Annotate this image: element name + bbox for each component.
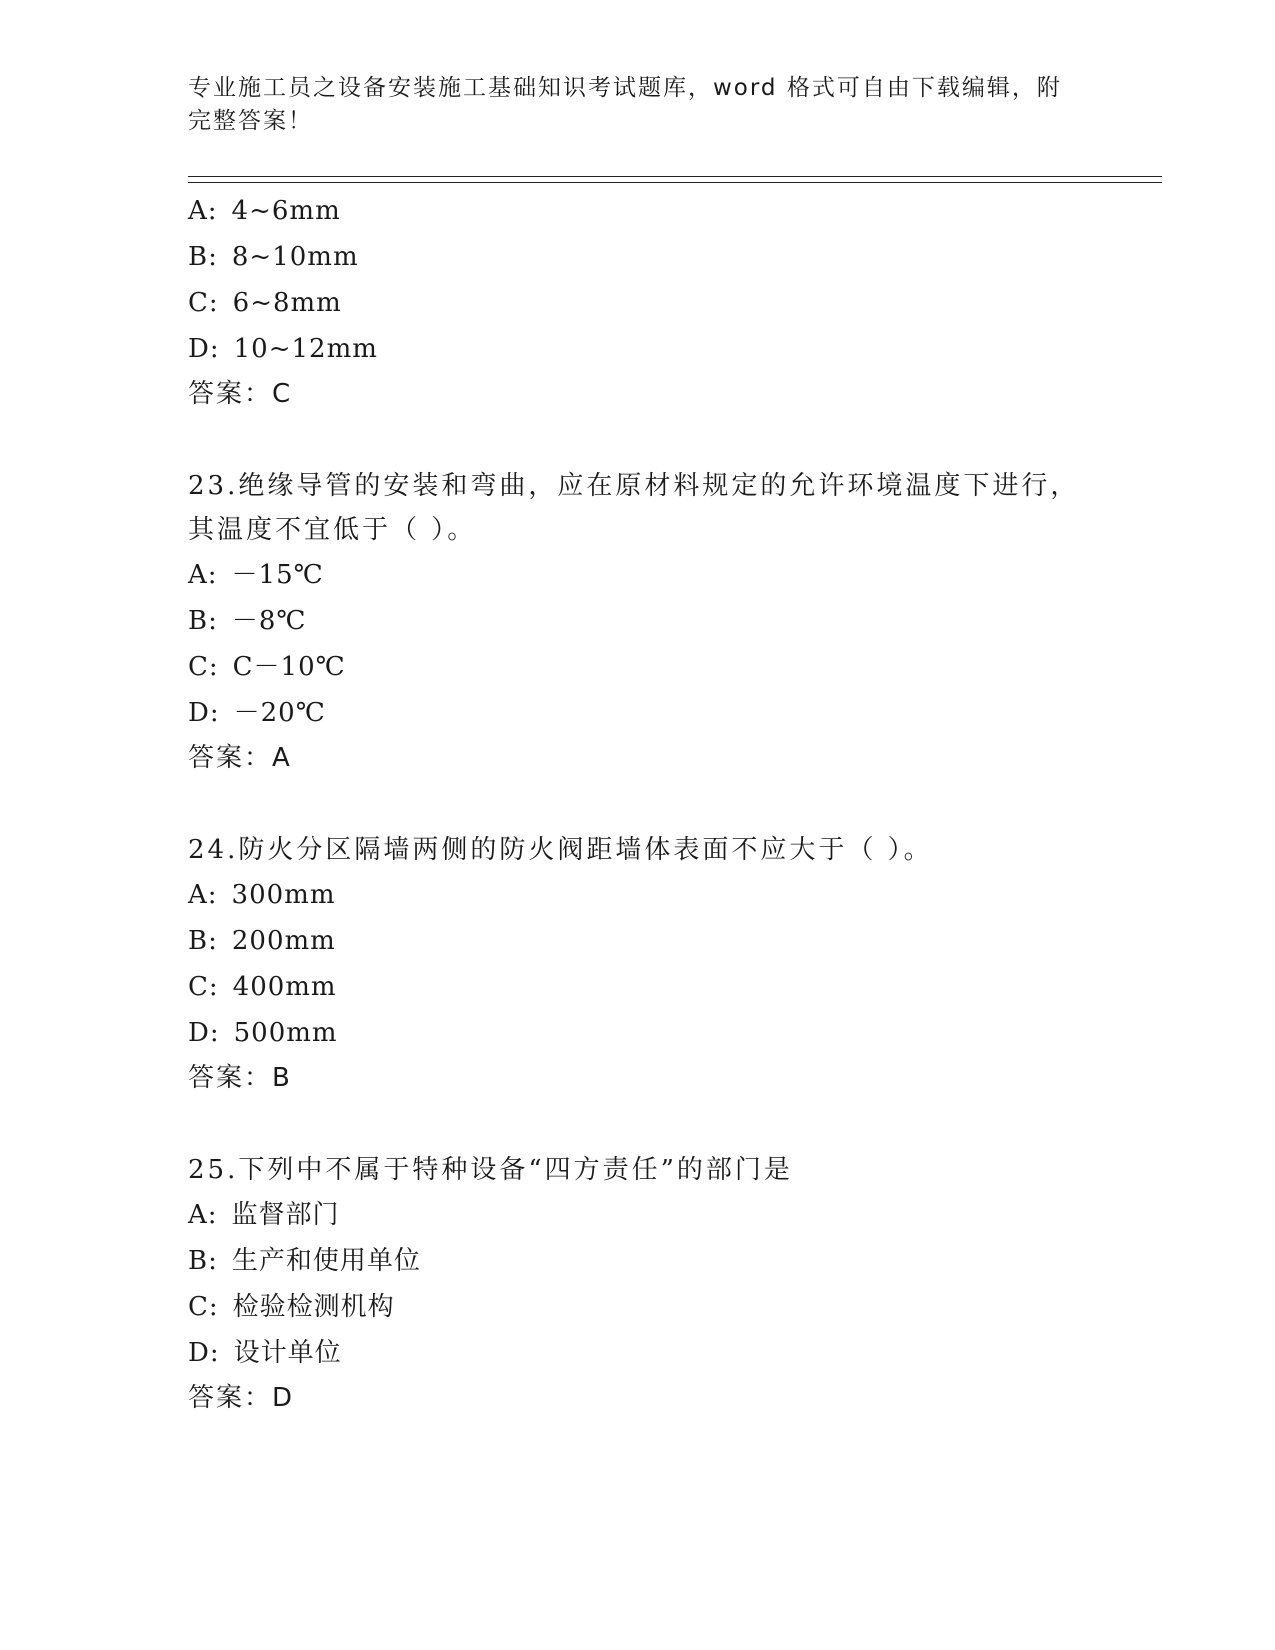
option-text: 500mm <box>233 1018 338 1048</box>
answer-line: 答案：B <box>188 1063 292 1093</box>
option-d <box>188 690 1088 736</box>
option-c <box>188 1284 1088 1330</box>
option-a <box>188 552 1088 598</box>
question-stem: 23.绝缘导管的安装和弯曲，应在原材料规定的允许环境温度下进行，其温度不宜低于（ ）。 <box>188 471 1080 545</box>
option-key: D: <box>188 1018 220 1048</box>
option-text: 4~6mm <box>231 196 341 226</box>
option-text: 设计单位 <box>233 1338 342 1368</box>
option-c <box>188 964 1088 1010</box>
option-key: A: <box>188 196 218 226</box>
document-header: 专业施工员之设备安装施工基础知识考试题库，word 格式可自由下载编辑，附完整答案！ <box>188 75 1062 134</box>
question-25 <box>188 1148 1088 1420</box>
option-c <box>188 644 1088 690</box>
answer-line: 答案：D <box>188 1383 295 1413</box>
option-key: C: <box>188 652 219 682</box>
option-d <box>188 326 1088 372</box>
option-text: 生产和使用单位 <box>231 1246 421 1276</box>
option-text: 200mm <box>231 926 336 956</box>
option-text: 6~8mm <box>232 288 342 318</box>
option-text: －20℃ <box>233 698 326 728</box>
answer-line: 答案：A <box>188 743 292 773</box>
answer-line: 答案：C <box>188 379 293 409</box>
option-b <box>188 598 1088 644</box>
option-a <box>188 188 1088 234</box>
option-b <box>188 234 1088 280</box>
option-text: －15℃ <box>231 560 324 590</box>
question-stem: 25.下列中不属于特种设备“四方责任”的部门是 <box>188 1155 793 1185</box>
option-text: 监督部门 <box>231 1200 340 1230</box>
option-text: 检验检测机构 <box>232 1292 395 1322</box>
option-key: A: <box>188 560 218 590</box>
option-key: B: <box>188 1246 218 1276</box>
option-text: －8℃ <box>231 606 307 636</box>
option-key: C: <box>188 1292 219 1322</box>
option-text: 8~10mm <box>231 242 359 272</box>
option-text: C－10℃ <box>232 652 346 682</box>
header-divider-bottom <box>188 182 1162 183</box>
question-list <box>188 188 1088 1468</box>
option-key: C: <box>188 288 219 318</box>
option-key: C: <box>188 972 219 1002</box>
option-key: B: <box>188 926 218 956</box>
option-d <box>188 1010 1088 1056</box>
option-text: 400mm <box>232 972 337 1002</box>
option-key: A: <box>188 1200 218 1230</box>
question-24 <box>188 828 1088 1100</box>
option-b <box>188 918 1088 964</box>
option-key: D: <box>188 698 220 728</box>
option-text: 300mm <box>231 880 336 910</box>
option-key: A: <box>188 880 218 910</box>
option-a <box>188 1192 1088 1238</box>
option-c <box>188 280 1088 326</box>
question-22 <box>188 188 1088 416</box>
option-key: D: <box>188 1338 220 1368</box>
option-a <box>188 872 1088 918</box>
option-key: D: <box>188 334 220 364</box>
option-text: 10~12mm <box>233 334 378 364</box>
header-divider-top <box>188 176 1162 177</box>
option-key: B: <box>188 606 218 636</box>
option-key: B: <box>188 242 218 272</box>
question-23 <box>188 464 1088 780</box>
question-stem: 24.防火分区隔墙两侧的防火阀距墙体表面不应大于（ ）。 <box>188 835 933 865</box>
option-b <box>188 1238 1088 1284</box>
option-d <box>188 1330 1088 1376</box>
